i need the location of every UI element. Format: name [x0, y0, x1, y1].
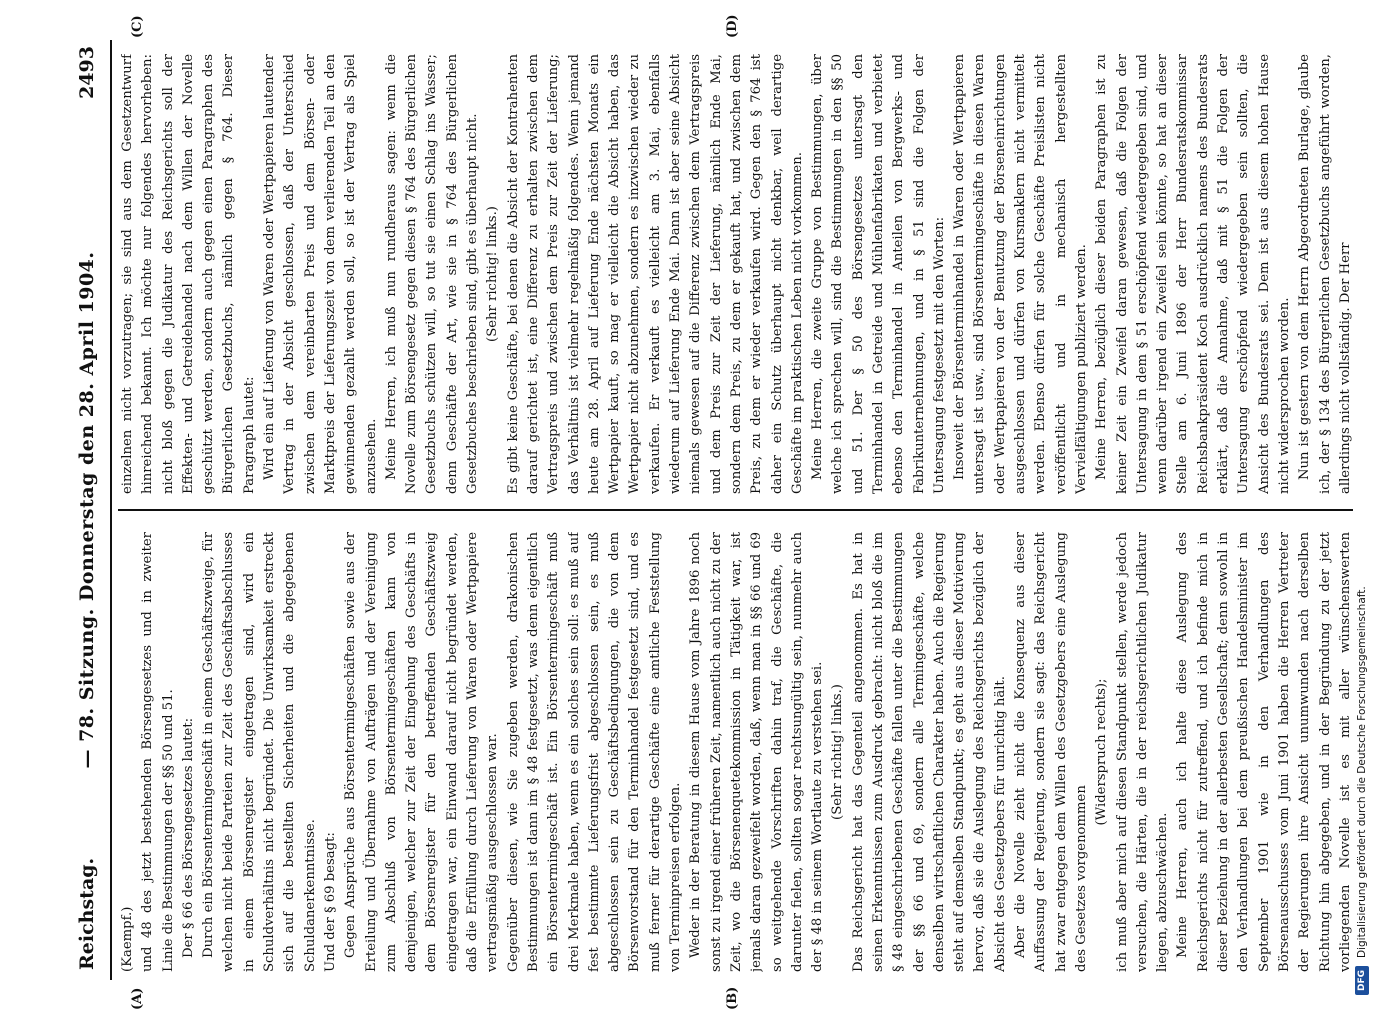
paragraph: und 48 des jetzt bestehenden Börsengesetzes und in zweiter Linie die Bestimmungen der §§ 50 und 51. — [140, 532, 176, 972]
quoted-law: Durch ein Börsentermingeschäft in einem Geschäftszweige, für welchen nicht beide Parteien zur Zeit des Geschäftsabschlusses in einem Börsenregister eingetragen sind, wird ein Schuldverhältnis nicht begründet. Die Unwirksamkeit erstreckt sich auf die bestellten Sicherheiten und die abgegebenen Schuldanerkenntnisse. — [201, 532, 318, 972]
paragraph: Und der § 69 besagt: — [322, 832, 338, 972]
digitization-credit — [1350, 5, 1374, 995]
speaker-name: (Kaempf.) — [120, 906, 135, 972]
paragraph: Es gibt keine Geschäfte, bei denen die Absicht der Kontrahenten darauf gerichtet ist, eine Differenz zu erhalten zwischen dem Vertragspreis und zwischen dem Preis zur Zeit der Lieferung; das Verhältnis ist vielmehr regelmäßig folgendes. Wenn jemand heute am 28. April auf Lieferung Ende nächsten Monats ein Wertpapier kauft, so mag er vielleicht die Absicht haben, das Wertpapier nicht abzunehmen, sondern es inzwischen wieder zu verkaufen. Er verkauft es vielleicht am 3. Mai, ebenfalls wiederum auf Lieferung Ende Mai. Dann ist aber seine Absicht niemals gewesen auf die Differenz zwischen dem Vertragspreis und dem Preis zur Zeit der Lieferung, nämlich Ende Mai, sondern dem Preis, zu dem er gekauft hat, und zwischen dem Preis, zu dem er wieder verkaufen wird. Gegen den § 764 ist daher ein Schutz überhaupt nicht denkbar, weil derartige Geschäfte im praktischen Leben nicht vorkommen. — [505, 54, 805, 494]
margin-mark-b: (B) — [725, 986, 740, 1010]
interjection: (Widerspruch rechts); — [1094, 678, 1110, 826]
header-title: Reichstag. — [76, 857, 98, 970]
margin-mark-d: (D) — [725, 14, 740, 38]
paragraph: Aber die Novelle zieht nicht die Konsequenz aus dieser Auffassung der Regierung, sondern sie sagt: das Reichsgericht hat zwar entgegen dem Willen des Gesetzgebers eine Auslegung des Gesetzes vorgenommen — [1013, 532, 1089, 972]
interjection: (Sehr richtig! links.) — [485, 206, 501, 342]
paragraph: Meine Herren, auch ich halte diese Auslegung des Reichsgerichts nicht für zutreffend, und ich befinde mich in dieser Beziehung in der allerbesten Gesellschaft; denn sowohl in den Verhandlungen bei dem preußischen Handelsminister im September 1901 wie in den Verhandlungen des Börsenausschusses vom Juni 1901 haben die Herren Vertreter der Regierungen ihre Ansicht unumwunden nach derselben Richtung hin abgegeben, und in der Begründung zu der jetzt vorliegenden Novelle ist es mit aller wünschenswerten — [1175, 532, 1353, 972]
paragraph: Das Reichsgericht hat das Gegenteil angenommen. Es hat in seinen Erkenntnissen zum Ausdruck gebracht: nicht bloß die im § 48 eingeschriebenen Geschäfte fallen unter die Bestimmungen der §§ 66 und 69, sondern alle Termingeschäfte, welche denselben wirtschaftlichen Charakter haben. Auch die Regierung steht auf demselben Standpunkt; es geht aus dieser Motivierung hervor, daß sie die Auslegung des Reichsgerichts bezüglich der Absicht des Gesetzgebers für unrichtig hält. — [850, 532, 1008, 972]
paragraph: Meine Herren, die zweite Gruppe von Bestimmungen, über welche ich sprechen will, sind die Bestimmungen in den §§ 50 und 51. Der § 50 des Börsengesetzes untersagt den Terminhandel in Getreide und Mühlenfabrikaten und verbietet ebenso den Terminhandel in Anteilen von Bergwerks- und Fabrikunternehmungen, und in § 51 sind die Folgen der Untersagung festgesetzt mit den Worten: — [810, 54, 947, 494]
quoted-law: Gegen Ansprüche aus Börsentermingeschäften sowie aus der Erteilung und Übernahme von Aufträgen und der Vereinigung zum Abschluß von Börsentermingeschäften kann von demjenigen, welcher zur Zeit der Eingehung des Geschäfts in dem Börsenregister für den betreffenden Geschäftszweig eingetragen war, ein Einwand darauf nicht begründet werden, daß die Erfüllung durch Lieferung von Waren oder Wertpapiere vertragsmäßig ausgeschlossen war. — [343, 532, 501, 972]
credit-text: Digitalisierung gefördert durch die Deutsche Forschungsgemeinschaft. — [1356, 586, 1368, 958]
document-page — [70, 14, 1370, 1010]
margin-mark-c: (C) — [130, 15, 145, 38]
paragraph: ich muß aber mich auf diesen Standpunkt stellen, werde jedoch versuchen, die Härten, die in der reichsgerichtlichen Judikatur liegen, abzuschwächen. — [1114, 532, 1171, 972]
header-date: Donnerstag den 28. April 1904. — [76, 251, 98, 602]
page-header — [70, 40, 112, 980]
paragraph: Nun ist gestern von dem Herrn Abgeordneten Burlage, glaube ich, der § 134 des Bürgerlichen Gesetzbuchs angeführt worden, allerdings nicht vollständig. Der Herr — [1297, 54, 1353, 494]
margin-mark-a: (A) — [130, 987, 145, 1010]
dfg-logo-icon: DFG — [1355, 966, 1369, 995]
paragraph: Gegenüber diesen, wie Sie zugeben werden, drakonischen Bestimmungen ist dann im § 48 festgesetzt, was denn eigentlich ein Börsentermingeschäft ist. Ein Börsentermingeschäft muß drei Merkmale haben, wenn es ein solches sein soll: es muß auf fest bestimmte Lieferungsfrist abgeschlossen sein, es muß abgeschlossen sein zu Geschäftsbedingungen, die von dem Börsenvorstand für den Terminhandel festgesetzt sind, und es muß ferner für derartige Geschäfte eine amtliche Feststellung von Terminpreisen erfolgen. — [505, 532, 684, 972]
quoted-law: Wird ein auf Lieferung von Waren oder Wertpapieren lautender Vertrag in der Absicht geschlossen, daß der Unterschied zwischen dem vereinbarten Preis und dem Börsen- oder Marktpreis der Lieferungszeit von dem verlierenden Teil an den gewinnenden gezahlt werden soll, so ist der Vertrag als Spiel anzusehen. — [262, 54, 379, 494]
paragraph: einzelnen nicht vorzutragen; sie sind aus dem Gesetzentwurf hinreichend bekannt. Ich möchte nur folgendes hervorheben: nicht bloß gegen die Judikatur des Reichsgerichts soll der Effekten- und Getreidehandel nach dem Willen der Novelle geschützt werden, sondern auch gegen einen Paragraphen des Bürgerlichen Gesetzbuchs, nämlich gegen § 764. Dieser Paragraph lautet: — [120, 54, 257, 494]
paragraph: Der § 66 des Börsengesetzes lautet: — [180, 717, 196, 958]
header-session-date — [76, 40, 98, 980]
paragraph: Meine Herren, bezüglich dieser beiden Paragraphen ist zu keiner Zeit ein Zweifel daran gewesen, daß die Folgen der Untersagung in dem § 51 erschöpfend wiedergegeben sind, und wenn darüber irgend ein Zweifel sein könnte, so hat an dieser Stelle am 6. Juni 1896 der Herr Bundesratskommissar Reichsbankpräsident Koch ausdrücklich namens des Bundesrats erklärt, daß die Annahme, daß mit § 51 die Folgen der Untersagung erschöpfend wiedergegeben sein sollten, die Ansicht des Bundesrats sei. Dem ist aus diesem hohen Hause nicht widersprochen worden. — [1094, 54, 1292, 494]
header-session: — 78. Sitzung. — [76, 608, 98, 769]
text-column-right — [118, 54, 1353, 494]
text-column-left — [118, 532, 1353, 972]
quoted-law: Insoweit der Börsenterminhandel in Waren oder Wertpapieren untersagt ist usw., sind Börsentermingeschäfte in diesen Waren oder Wertpapieren von der Benutzung der Börseneinrichtungen ausgeschlossen und dürfen von Kursmaklern nicht vermittelt werden. Ebenso dürfen für solche Geschäfte Preislisten nicht veröffentlicht und in mechanisch hergestellten Vervielfältigungen publiziert werden. — [952, 54, 1089, 494]
paragraph: Meine Herren, ich muß nun rundheraus sagen: wenn die Novelle zum Börsengesetz gegen diesen § 764 des Bürgerlichen Gesetzbuchs schützen will, so tut sie einen Schlag ins Wasser; denn Geschäfte der Art, wie sie in § 764 des Bürgerlichen Gesetzbuches beschrieben sind, gibt es überhaupt nicht. — [383, 54, 481, 494]
column-divider — [118, 509, 1353, 511]
interjection: (Sehr richtig! links.) — [830, 684, 846, 820]
page-number: 2493 — [76, 46, 98, 99]
paragraph: Weder in der Beratung in diesem Hause vom Jahre 1896 noch sonst zu irgend einer früheren Zeit, namentlich auch nicht zu der Zeit, wo die Börsenenquetekommission in Tätigkeit war, ist jemals daran gezweifelt worden, daß, wenn man in §§ 66 und 69 so weitgehende Vorschriften dahin traf, die Geschäfte, die darunter fielen, sollten sogar rechtsungültig sein, nunmehr auch der § 48 in seinem Wortlaute zu verstehen sei. — [688, 532, 826, 972]
